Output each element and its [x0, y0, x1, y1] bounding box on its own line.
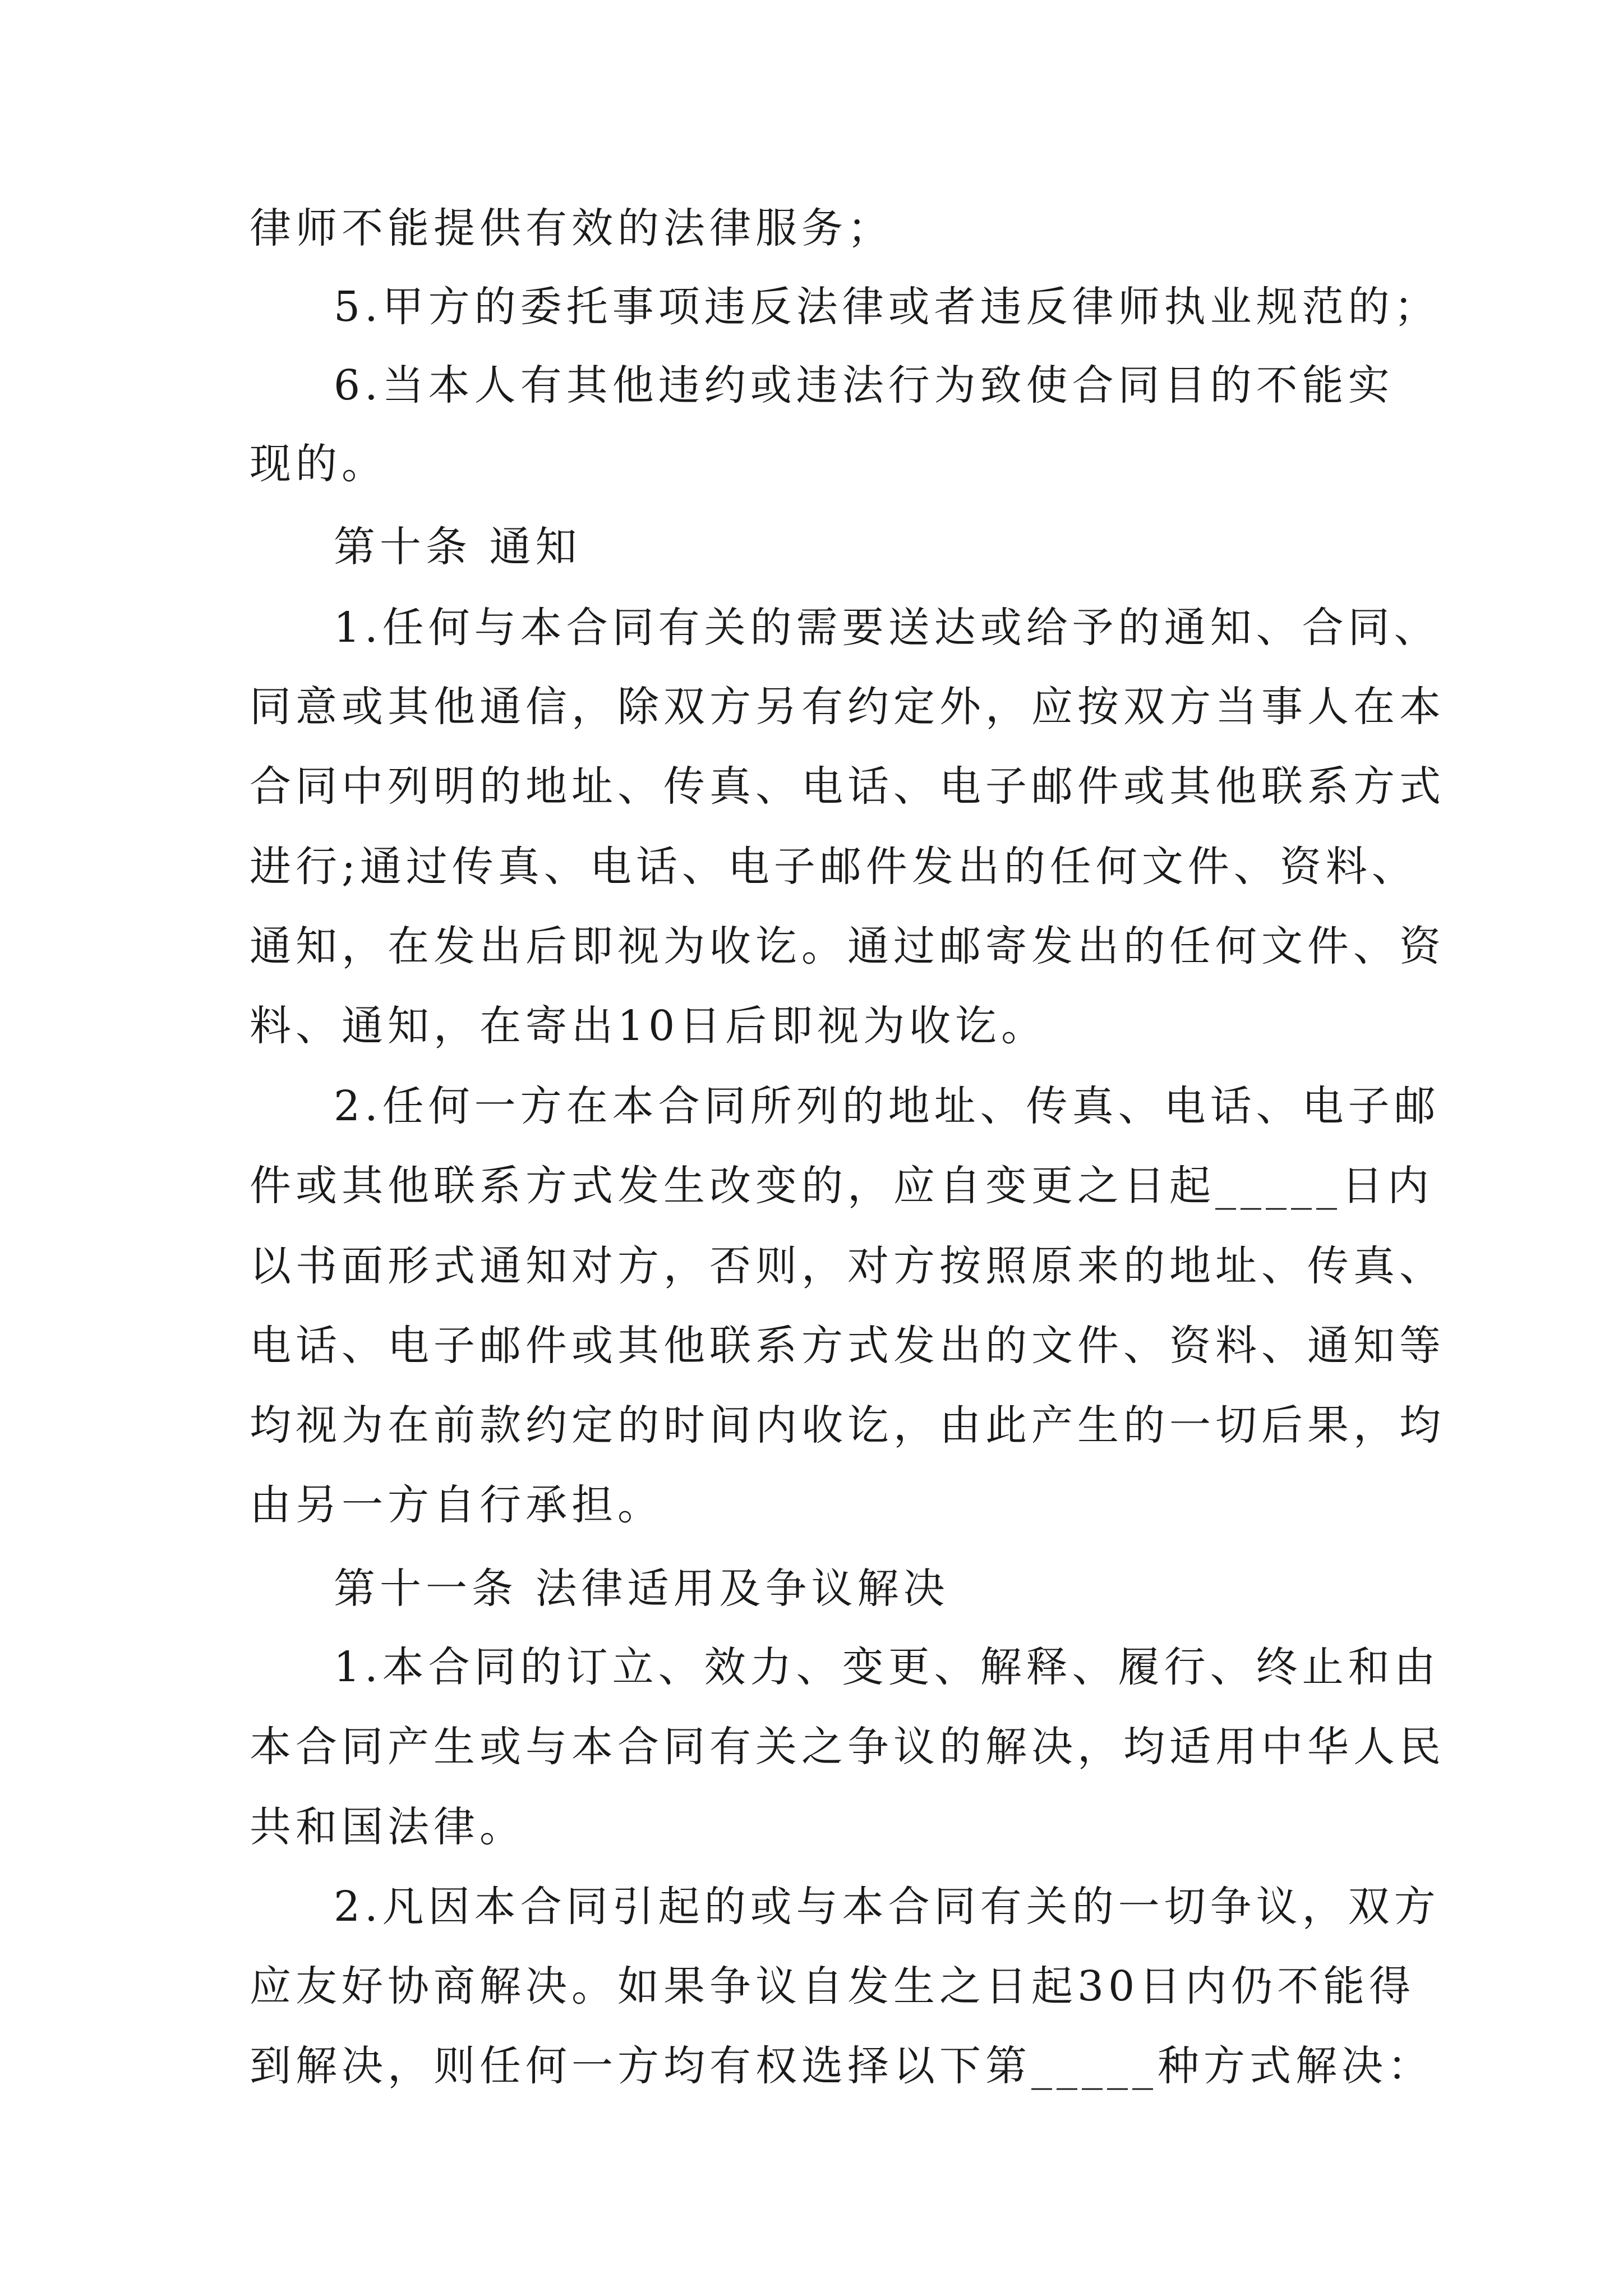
- paragraph-line: 电话、电子邮件或其他联系方式发出的文件、资料、通知等: [250, 1322, 1445, 1370]
- paragraph-line: 本合同产生或与本合同有关之争议的解决，均适用中华人民: [250, 1723, 1445, 1771]
- paragraph-line: 2.任何一方在本合同所列的地址、传真、电话、电子邮: [334, 1082, 1440, 1130]
- paragraph-line: 同意或其他通信，除双方另有约定外，应按双方当事人在本: [250, 683, 1445, 731]
- paragraph-line: 以书面形式通知对方，否则，对方按照原来的地址、传真、: [250, 1242, 1445, 1290]
- paragraph-line: 由另一方自行承担。: [250, 1481, 663, 1529]
- paragraph-line: 律师不能提供有效的法律服务；: [250, 204, 893, 252]
- paragraph-line: 应友好协商解决。如果争议自发生之日起30日内仍不能得: [250, 1962, 1415, 2010]
- paragraph-line: 到解决，则任何一方均有权选择以下第_____种方式解决：: [250, 2042, 1433, 2090]
- paragraph-line: 合同中列明的地址、传真、电话、电子邮件或其他联系方式: [250, 762, 1445, 811]
- section-heading: 第十条 通知: [334, 523, 582, 571]
- paragraph-line: 现的。: [250, 440, 388, 488]
- paragraph-line: 进行;通过传真、电话、电子邮件发出的任何文件、资料、: [250, 843, 1418, 891]
- paragraph-line: 5.甲方的委托事项违反法律或者违反律师执业规范的；: [334, 283, 1440, 331]
- paragraph-line: 通知，在发出后即视为收讫。通过邮寄发出的任何文件、资: [250, 922, 1445, 970]
- paragraph-line: 6.当本人有其他违约或违法行为致使合同目的不能实: [334, 361, 1394, 409]
- paragraph-line: 1.任何与本合同有关的需要送达或给予的通知、合同、: [334, 604, 1440, 652]
- paragraph-line: 均视为在前款约定的时间内收讫，由此产生的一切后果，均: [250, 1401, 1445, 1450]
- paragraph-line: 件或其他联系方式发生改变的，应自变更之日起_____日内: [250, 1162, 1433, 1210]
- paragraph-line: 1.本合同的订立、效力、变更、解释、履行、终止和由: [334, 1643, 1440, 1691]
- paragraph-line: 2.凡因本合同引起的或与本合同有关的一切争议，双方: [334, 1883, 1440, 1931]
- paragraph-line: 料、通知，在寄出10日后即视为收讫。: [250, 1002, 1048, 1050]
- paragraph-line: 共和国法律。: [250, 1803, 525, 1851]
- section-heading: 第十一条 法律适用及争议解决: [334, 1565, 949, 1613]
